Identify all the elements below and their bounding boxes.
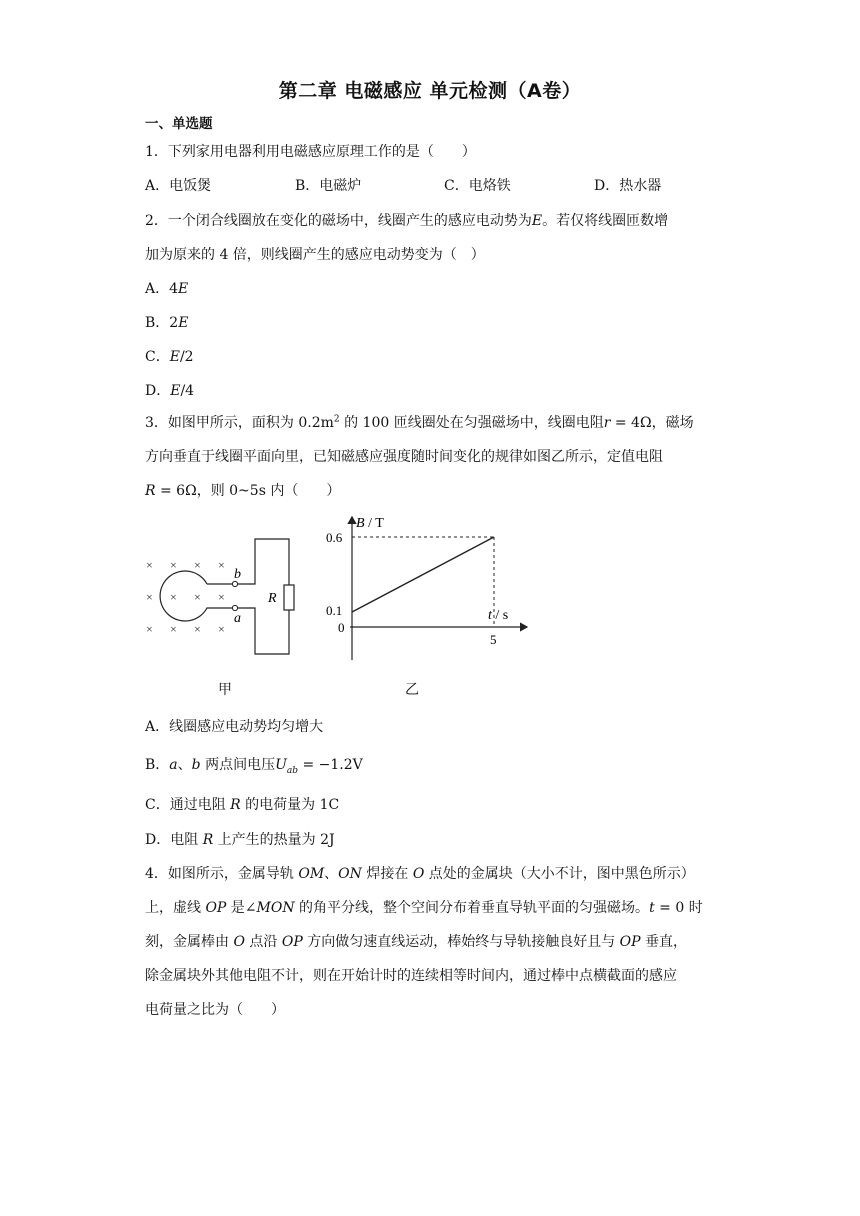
cross-mark: × [146,590,153,604]
cross-mark: × [194,622,201,636]
cross-mark: × [146,558,153,572]
cross-mark: × [218,558,225,572]
q4-stem-line1: 4．如图所示，金属导轨 OM、ON 焊接在 O 点处的金属块（大小不计，图中黑色所示） [145,866,695,882]
cross-mark: × [218,590,225,604]
origin-label: 0 [338,620,345,635]
q1-option-d[interactable]: D．热水器 [594,178,662,194]
q3-option-b[interactable]: B．a、b 两点间电压$U_{ab} = -1.2V$ [145,757,363,776]
q3-stem-line1: 3．如图甲所示，面积为 $0.2m^2$ 的 100 匝线圈处在匀强磁场中，线圈电阻r = 4Ω，磁场 [145,414,694,431]
q1-stem: 1．下列家用电器利用电磁感应原理工作的是（ ） [145,144,476,160]
cross-mark: × [170,590,177,604]
cross-mark: × [170,622,177,636]
resistor-r [284,585,294,610]
tick-label-y-0.6: 0.6 [326,530,343,545]
q2-option-d[interactable]: D．E/4 [145,383,195,399]
label-r: R [268,591,277,606]
page-title: 第二章 电磁感应 单元检测（A卷） [278,80,582,102]
tick-label-x-5: 5 [490,632,497,647]
q4-stem-line2: 上，虚线 OP 是∠MON 的角平分线，整个空间分布着垂直导轨平面的匀强磁场。t = 0 时 [145,900,703,916]
lead-wire-a [234,608,289,654]
figure-yi-caption: 乙 [405,682,419,698]
series-line-b [352,537,494,612]
label-a: a [234,611,241,626]
cross-mark: × [146,622,153,636]
q3-option-a[interactable]: A．线圈感应电动势均匀增大 [145,719,324,735]
q3-option-c[interactable]: C．通过电阻 R 的电荷量为 1C [145,797,340,813]
q3-stem-line2: 方向垂直于线圈平面向里，已知磁感应强度随时间变化的规律如图乙所示，定值电阻 [145,449,663,465]
cross-mark: × [170,558,177,572]
figure-yi-graph [320,505,530,670]
q2-option-a[interactable]: A．4E [145,281,189,297]
q4-stem-line5: 电荷量之比为（ ） [145,1002,285,1018]
cross-mark: × [194,590,201,604]
q3-option-d[interactable]: D．电阻 R 上产生的热量为 2J [145,832,335,848]
magnetic-field-crosses [146,558,225,636]
terminal-a [232,605,237,610]
q4-stem-line4: 除金属块外其他电阻不计，则在开始计时的连续相等时间内，通过棒中点横截面的感应 [145,968,677,984]
q3-stem-line3: R = 6Ω，则 0~5s 内（ ） [145,483,341,499]
q2-option-c[interactable]: C．E/2 [145,349,194,365]
terminal-b [232,581,237,586]
figure-jia-circuit [140,530,310,665]
label-b: b [234,567,241,582]
cross-mark: × [218,622,225,636]
q1-option-b[interactable]: B．电磁炉 [295,178,362,194]
q1-option-a[interactable]: A．电饭煲 [145,178,212,194]
q2-stem-line1: 2．一个闭合线圈放在变化的磁场中，线圈产生的感应电动势为E。若仅将线圈匝数增 [145,213,669,229]
q1-option-c[interactable]: C．电烙铁 [444,178,511,194]
q2-stem-line2: 加为原来的 4 倍，则线圈产生的感应电动势变为（ ） [145,247,485,263]
q2-option-b[interactable]: B．2E [145,315,189,331]
q4-stem-line3: 刻，金属棒由 O 点沿 OP 方向做匀速直线运动，棒始终与导轨接触良好且与 OP 垂直， [145,934,688,950]
section-heading: 一、单选题 [145,116,213,132]
cross-mark: × [194,558,201,572]
x-axis-label: t / s [488,608,509,623]
tick-label-y-0.1: 0.1 [326,603,343,618]
lead-wire-b [234,539,289,585]
y-axis-label: B / T [356,516,384,531]
figure-jia-caption: 甲 [218,682,232,698]
